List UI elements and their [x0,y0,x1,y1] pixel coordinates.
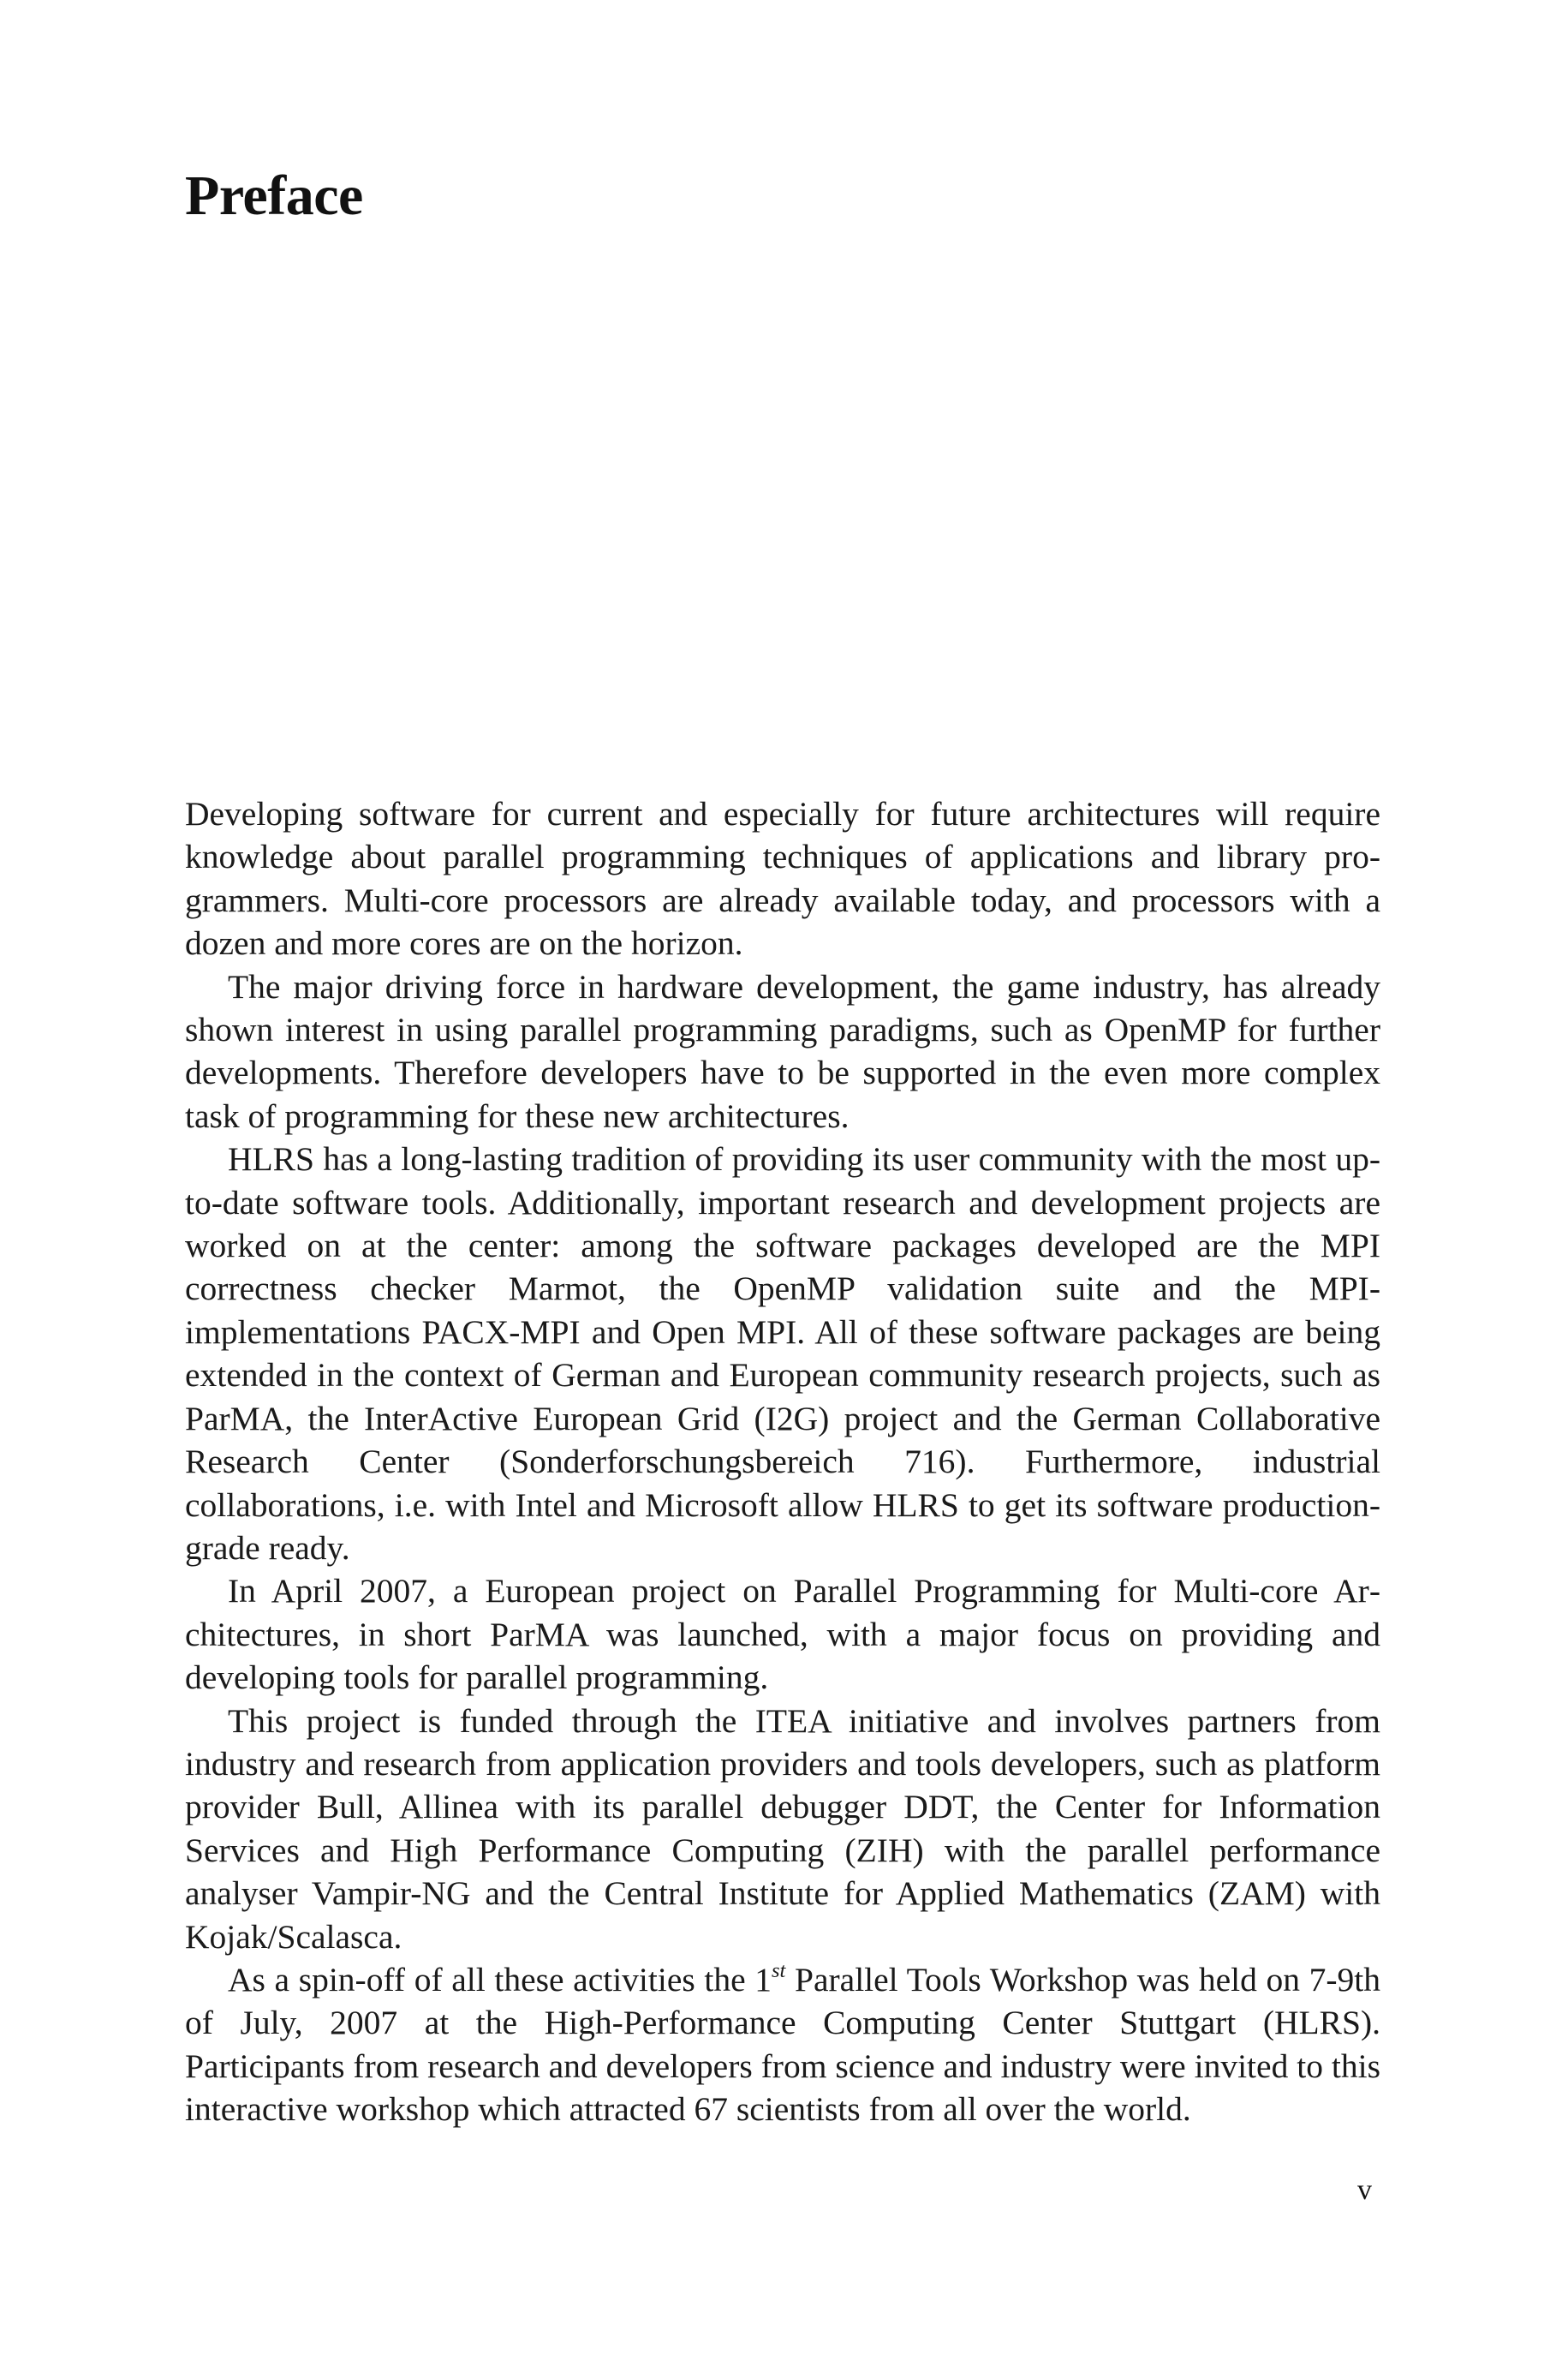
paragraph-5: This project is funded through the ITEA initiative and involves partners from industry and research from application providers and tools developers, such as platform provider Bull, Allinea with its parallel debugger DDT, the Center for Information Services and High Performance Computing (ZIH) with the parallel performance analyser Vampir-NG and the Central Institute for Applied Mathematics (ZAM) with Kojak/Scalasca. [185,1701,1380,1956]
page-number: v [1357,2174,1372,2206]
preface-body [185,792,1380,2131]
page-title: Preface [185,164,363,227]
paragraph-6-rest: Parallel Tools Workshop was held on 7-9th of July, 2007 at the High-Performance Computing Center Stuttgart (HLRS). Participants from research and developers from science and industry were invited to this interactive workshop which attracted 67 scientists from all over the world. [185,1960,1380,2129]
paragraph-6 [185,1958,1380,2131]
paragraph-4: In April 2007, a European project on Parallel Programming for Multi-core Architectures, in short ParMA was launched, with a major focus on providing and developing tools for parallel programming. [185,1572,1380,1697]
paragraph-1: Developing software for current and especially for future architectures will require knowledge about parallel programming techniques of applications and library programmers. Multi-core processors are already available today, and processors with a dozen and more cores are on the horizon. [185,795,1380,963]
paragraph-2: The major driving force in hardware development, the game industry, has already shown interest in using parallel programming paradigms, such as OpenMP for further developments. Therefore developers have to be supported in the even more complex task of programming for these new architectures. [185,967,1380,1135]
paragraph-6-lead: As a spin-off of all these activities the 1 [228,1960,772,1999]
ordinal-superscript: st [772,1959,786,1983]
paragraph-3: HLRS has a long-lasting tradition of providing its user community with the most up-to-date software tools. Additionally, important research and development projects are worked on at the center: among the software packages developed are the MPI correctness checker Marmot, the OpenMP validation suite and the MPI-implementations PACX-MPI and Open MPI. All of these software packages are being extended in the context of German and European community research projects, such as ParMA, the InterActive European Grid (I2G) project and the German Collaborative Research Center (Sonderforschungsbereich 716). Furthermore, industrial collaborations, i.e. with Intel and Microsoft allow HLRS to get its software production-grade ready. [185,1140,1380,1567]
